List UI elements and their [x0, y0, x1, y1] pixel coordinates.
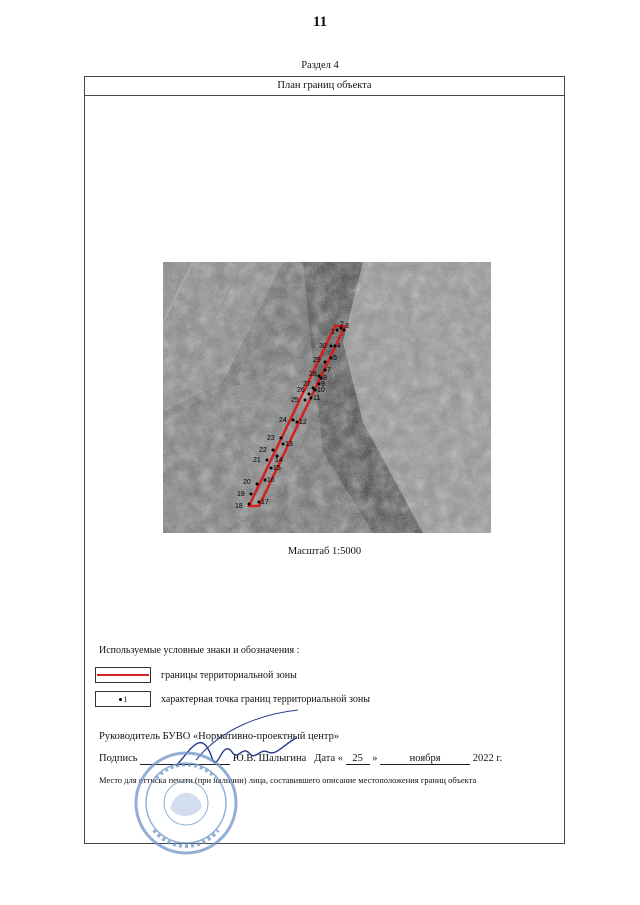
- svg-text:27: 27: [303, 381, 311, 388]
- boundary-line-symbol: [95, 667, 151, 683]
- plan-frame: [84, 76, 565, 844]
- svg-text:14: 14: [275, 457, 283, 464]
- svg-text:18: 18: [235, 503, 243, 510]
- svg-text:16: 16: [267, 477, 275, 484]
- point-symbol: 1: [95, 691, 151, 707]
- scale-label: Масштаб 1:5000: [287, 546, 362, 557]
- satellite-map: [163, 262, 491, 533]
- svg-text:26: 26: [297, 387, 305, 394]
- svg-text:29: 29: [313, 357, 321, 364]
- legend-item-point: [95, 691, 370, 707]
- svg-text:25: 25: [291, 397, 299, 404]
- svg-text:7: 7: [327, 367, 331, 374]
- legend-label: характерная точка границ территориальной зоны: [161, 693, 370, 705]
- svg-text:1: 1: [331, 329, 335, 336]
- legend-item-boundary: [95, 667, 297, 683]
- svg-text:2: 2: [340, 321, 344, 328]
- svg-text:28: 28: [309, 371, 317, 378]
- svg-text:24: 24: [279, 417, 287, 424]
- svg-text:15: 15: [273, 465, 281, 472]
- section-title: Раздел 4: [301, 60, 339, 71]
- legend-label: границы территориальной зоны: [161, 669, 297, 681]
- official-stamp: [126, 748, 246, 858]
- svg-text:13: 13: [285, 441, 293, 448]
- svg-text:12: 12: [299, 419, 307, 426]
- frame-title: План границ объекта: [85, 77, 564, 96]
- svg-text:9: 9: [321, 381, 325, 388]
- svg-text:20: 20: [243, 479, 251, 486]
- svg-text:30: 30: [319, 343, 327, 350]
- stamp-note: Место для оттиска печати (при наличии) лица, составившего описание местоположения границ объекта: [99, 775, 477, 785]
- legend-heading: Используемые условные знаки и обозначения :: [99, 645, 300, 656]
- svg-text:23: 23: [267, 435, 275, 442]
- svg-text:3: 3: [345, 323, 349, 330]
- signature-row: Подпись Ю.В. Шалыгина Дата « 25 » ноября 2022 г.: [99, 753, 503, 764]
- svg-text:19: 19: [237, 491, 245, 498]
- svg-text:10: 10: [317, 387, 325, 394]
- svg-text:4: 4: [337, 343, 341, 350]
- svg-text:5: 5: [333, 355, 337, 362]
- svg-text:17: 17: [261, 499, 269, 506]
- head-title: Руководитель БУВО «Нормативно-проектный центр»: [99, 731, 340, 742]
- svg-text:11: 11: [313, 395, 321, 402]
- svg-text:22: 22: [259, 447, 267, 454]
- svg-text:8: 8: [323, 375, 327, 382]
- page-number: 11: [312, 14, 328, 30]
- svg-text:21: 21: [253, 457, 261, 464]
